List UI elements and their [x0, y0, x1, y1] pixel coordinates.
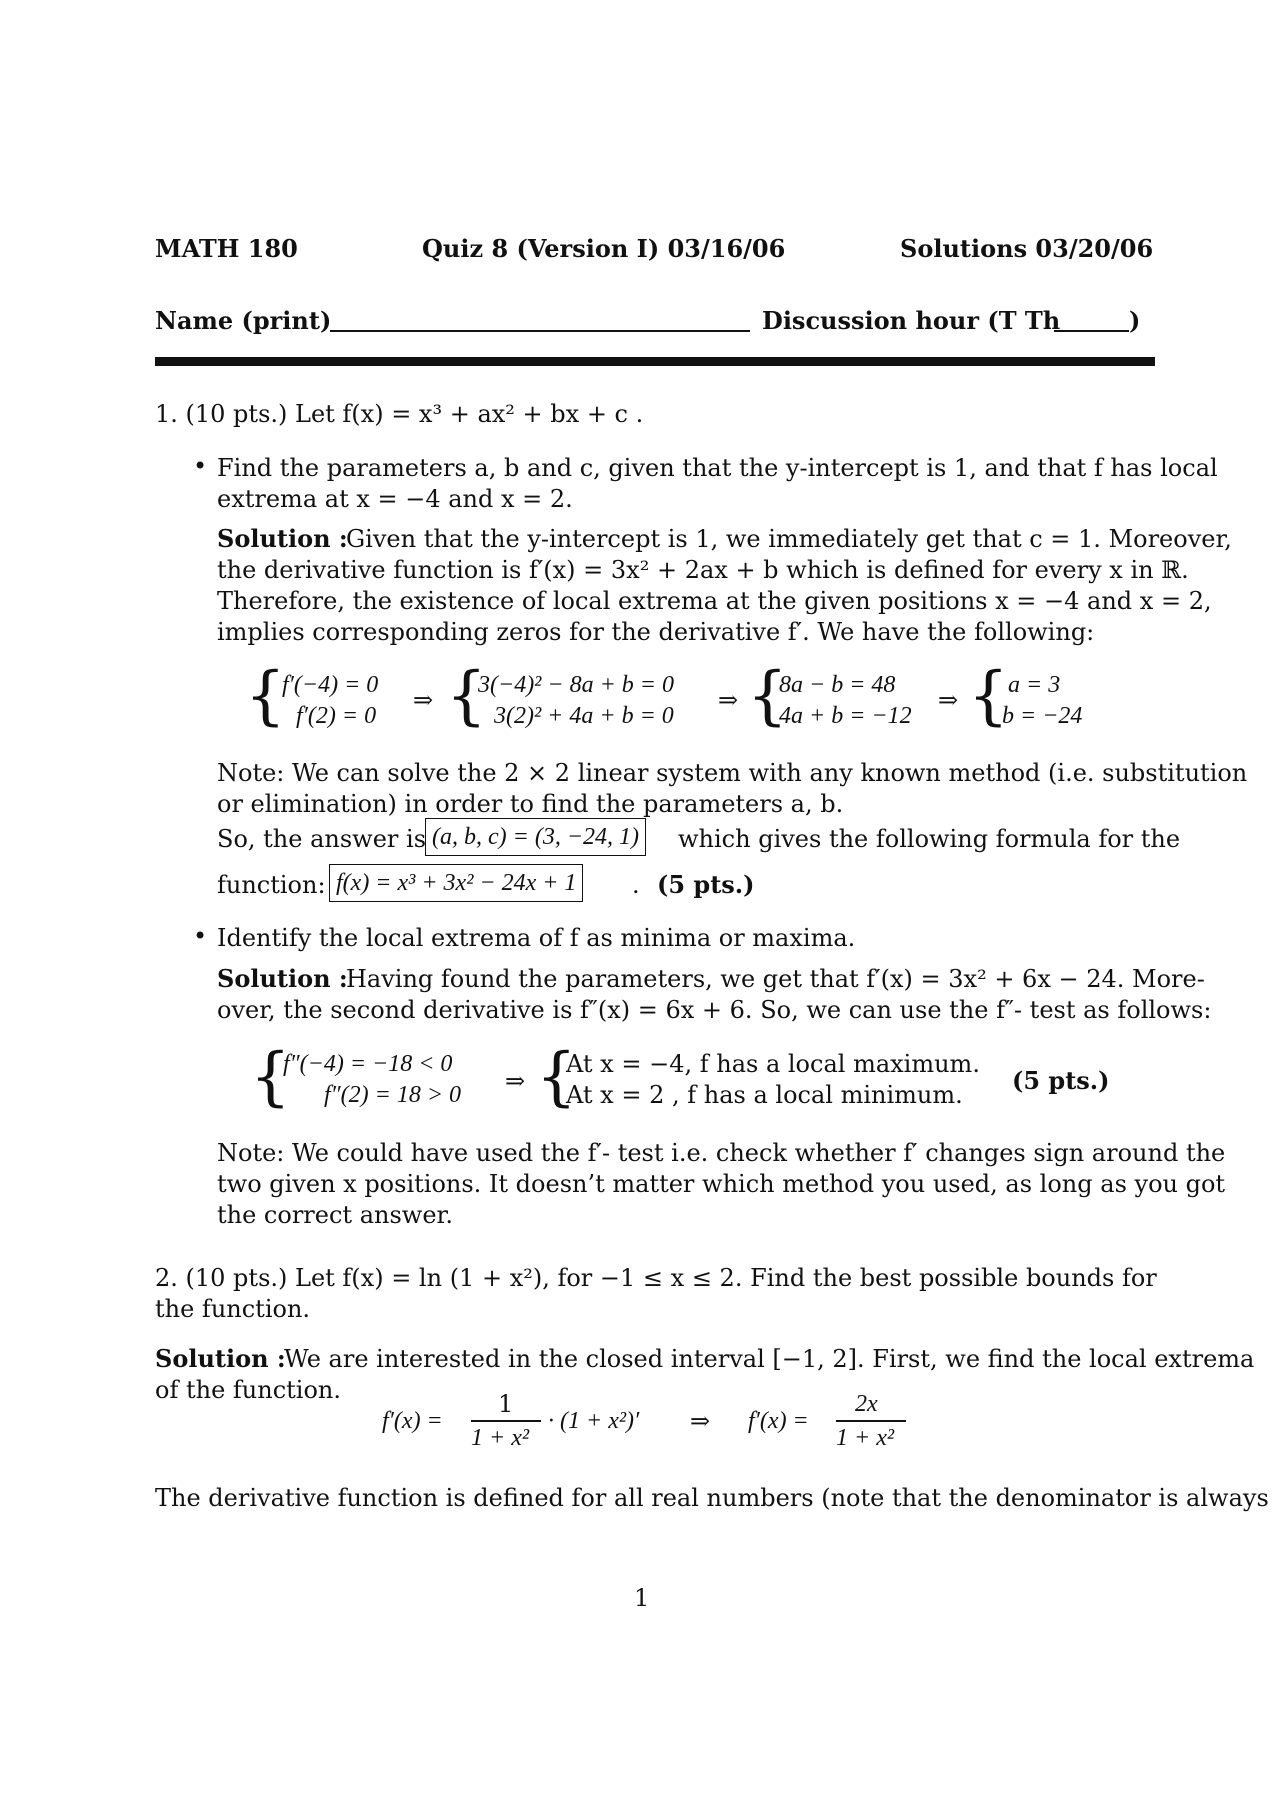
header-rule [155, 357, 1155, 366]
frac-denominator: 1 + x² [471, 1425, 530, 1451]
p2-note-line: Note: We could have used the f′- test i.e. check whether f′ changes sign around the [217, 1139, 1226, 1167]
function-post: . [632, 871, 640, 899]
system-eq: f′(2) = 0 [296, 703, 377, 729]
answer-pre: So, the answer is [217, 825, 427, 853]
frac-denominator: 1 + x² [836, 1425, 895, 1451]
p2-solution-line: over, the second derivative is f″(x) = 6x + 6. So, we can use the f″- test as follows: [217, 996, 1212, 1024]
eq-lhs: f′(x) = [748, 1408, 809, 1434]
implies-arrow: ⇒ [505, 1067, 526, 1095]
answer-box: (a, b, c) = (3, −24, 1) [425, 818, 646, 856]
p2-note-line: the correct answer. [217, 1201, 453, 1229]
solution-label: Solution : [155, 1344, 286, 1373]
left-brace: { [747, 659, 788, 733]
system-eq: 3(2)² + 4a + b = 0 [494, 703, 674, 729]
p2-question: Identify the local extrema of f as minima or maxima. [217, 924, 856, 952]
name-label: Name (print) [155, 306, 332, 335]
name-blank-line [330, 330, 750, 332]
bullet-icon: • [193, 922, 208, 950]
answer-post: which gives the following formula for the [678, 825, 1181, 853]
discussion-blank-line [1054, 330, 1129, 332]
solution-label: Solution : [217, 524, 348, 553]
discussion-close: ) [1129, 306, 1141, 335]
function-box: f(x) = x³ + 3x² − 24x + 1 [329, 864, 583, 902]
p1-question-line: extrema at x = −4 and x = 2. [217, 485, 573, 513]
system-eq: At x = −4, f has a local maximum. [566, 1050, 980, 1078]
page-number: 1 [634, 1584, 650, 1612]
system-eq: a = 3 [1008, 672, 1061, 698]
left-brace: { [536, 1040, 577, 1114]
discussion-label: Discussion hour (T Th [762, 306, 1061, 335]
implies-arrow: ⇒ [938, 686, 959, 714]
solutions-date: Solutions 03/20/06 [900, 234, 1154, 263]
frac-numerator: 1 [498, 1390, 514, 1418]
left-brace: { [245, 659, 286, 733]
course-title: MATH 180 [155, 234, 298, 263]
function-pre: function: [217, 871, 326, 899]
p2-note-line: two given x positions. It doesn’t matter which method you used, as long as you got [217, 1170, 1226, 1198]
p1-solution-line: Therefore, the existence of local extrema at the given positions x = −4 and x = 2, [217, 587, 1212, 615]
eq-lhs: f′(x) = [382, 1408, 443, 1434]
points-label: (5 pts.) [1012, 1066, 1110, 1095]
problem2-intro-line: the function. [155, 1295, 311, 1323]
system-eq: f′(−4) = 0 [282, 672, 379, 698]
p1-question-line: Find the parameters a, b and c, given that the y-intercept is 1, and that f has local [217, 454, 1218, 482]
system-eq: At x = 2 , f has a local minimum. [566, 1081, 963, 1109]
implies-arrow: ⇒ [413, 686, 434, 714]
system-eq: f″(2) = 18 > 0 [324, 1082, 462, 1108]
p1-note-line: Note: We can solve the 2 × 2 linear system with any known method (i.e. substitution [217, 759, 1248, 787]
implies-arrow: ⇒ [690, 1407, 711, 1435]
eq-middle: · (1 + x²)′ [548, 1408, 640, 1434]
left-brace: { [250, 1040, 291, 1114]
system-eq: 3(−4)² − 8a + b = 0 [478, 672, 674, 698]
system-eq: 8a − b = 48 [779, 672, 896, 698]
system-eq: b = −24 [1002, 703, 1083, 729]
problem2-intro-line: 2. (10 pts.) Let f(x) = ln (1 + x²), for −1 ≤ x ≤ 2. Find the best possible bounds for [155, 1264, 1157, 1292]
p1-solution-line: the derivative function is f′(x) = 3x² + 2ax + b which is defined for every x in ℝ. [217, 556, 1189, 584]
problem1-intro: 1. (10 pts.) Let f(x) = x³ + ax² + bx + c . [155, 400, 644, 428]
solution-label: Solution : [217, 964, 348, 993]
system-eq: f″(−4) = −18 < 0 [283, 1051, 453, 1077]
implies-arrow: ⇒ [718, 686, 739, 714]
frac-numerator: 2x [855, 1391, 878, 1417]
bullet-icon: • [193, 452, 208, 480]
left-brace: { [968, 659, 1009, 733]
p1-solution-line: Given that the y-intercept is 1, we immediately get that c = 1. Moreover, [346, 525, 1232, 553]
p2-solution-line: Having found the parameters, we get that f′(x) = 3x² + 6x − 24. More- [346, 965, 1205, 993]
quiz-title: Quiz 8 (Version I) 03/16/06 [422, 234, 786, 263]
problem2-tail: The derivative function is defined for all real numbers (note that the denominator is always [155, 1484, 1269, 1512]
problem2-solution-line: of the function. [155, 1376, 341, 1404]
p1-solution-line: implies corresponding zeros for the derivative f′. We have the following: [217, 618, 1095, 646]
p1-note-line: or elimination) in order to find the parameters a, b. [217, 790, 844, 818]
points-label: (5 pts.) [657, 870, 755, 899]
left-brace: { [446, 659, 487, 733]
problem2-solution-line: We are interested in the closed interval [−1, 2]. First, we find the local extrema [284, 1345, 1255, 1373]
system-eq: 4a + b = −12 [779, 703, 912, 729]
